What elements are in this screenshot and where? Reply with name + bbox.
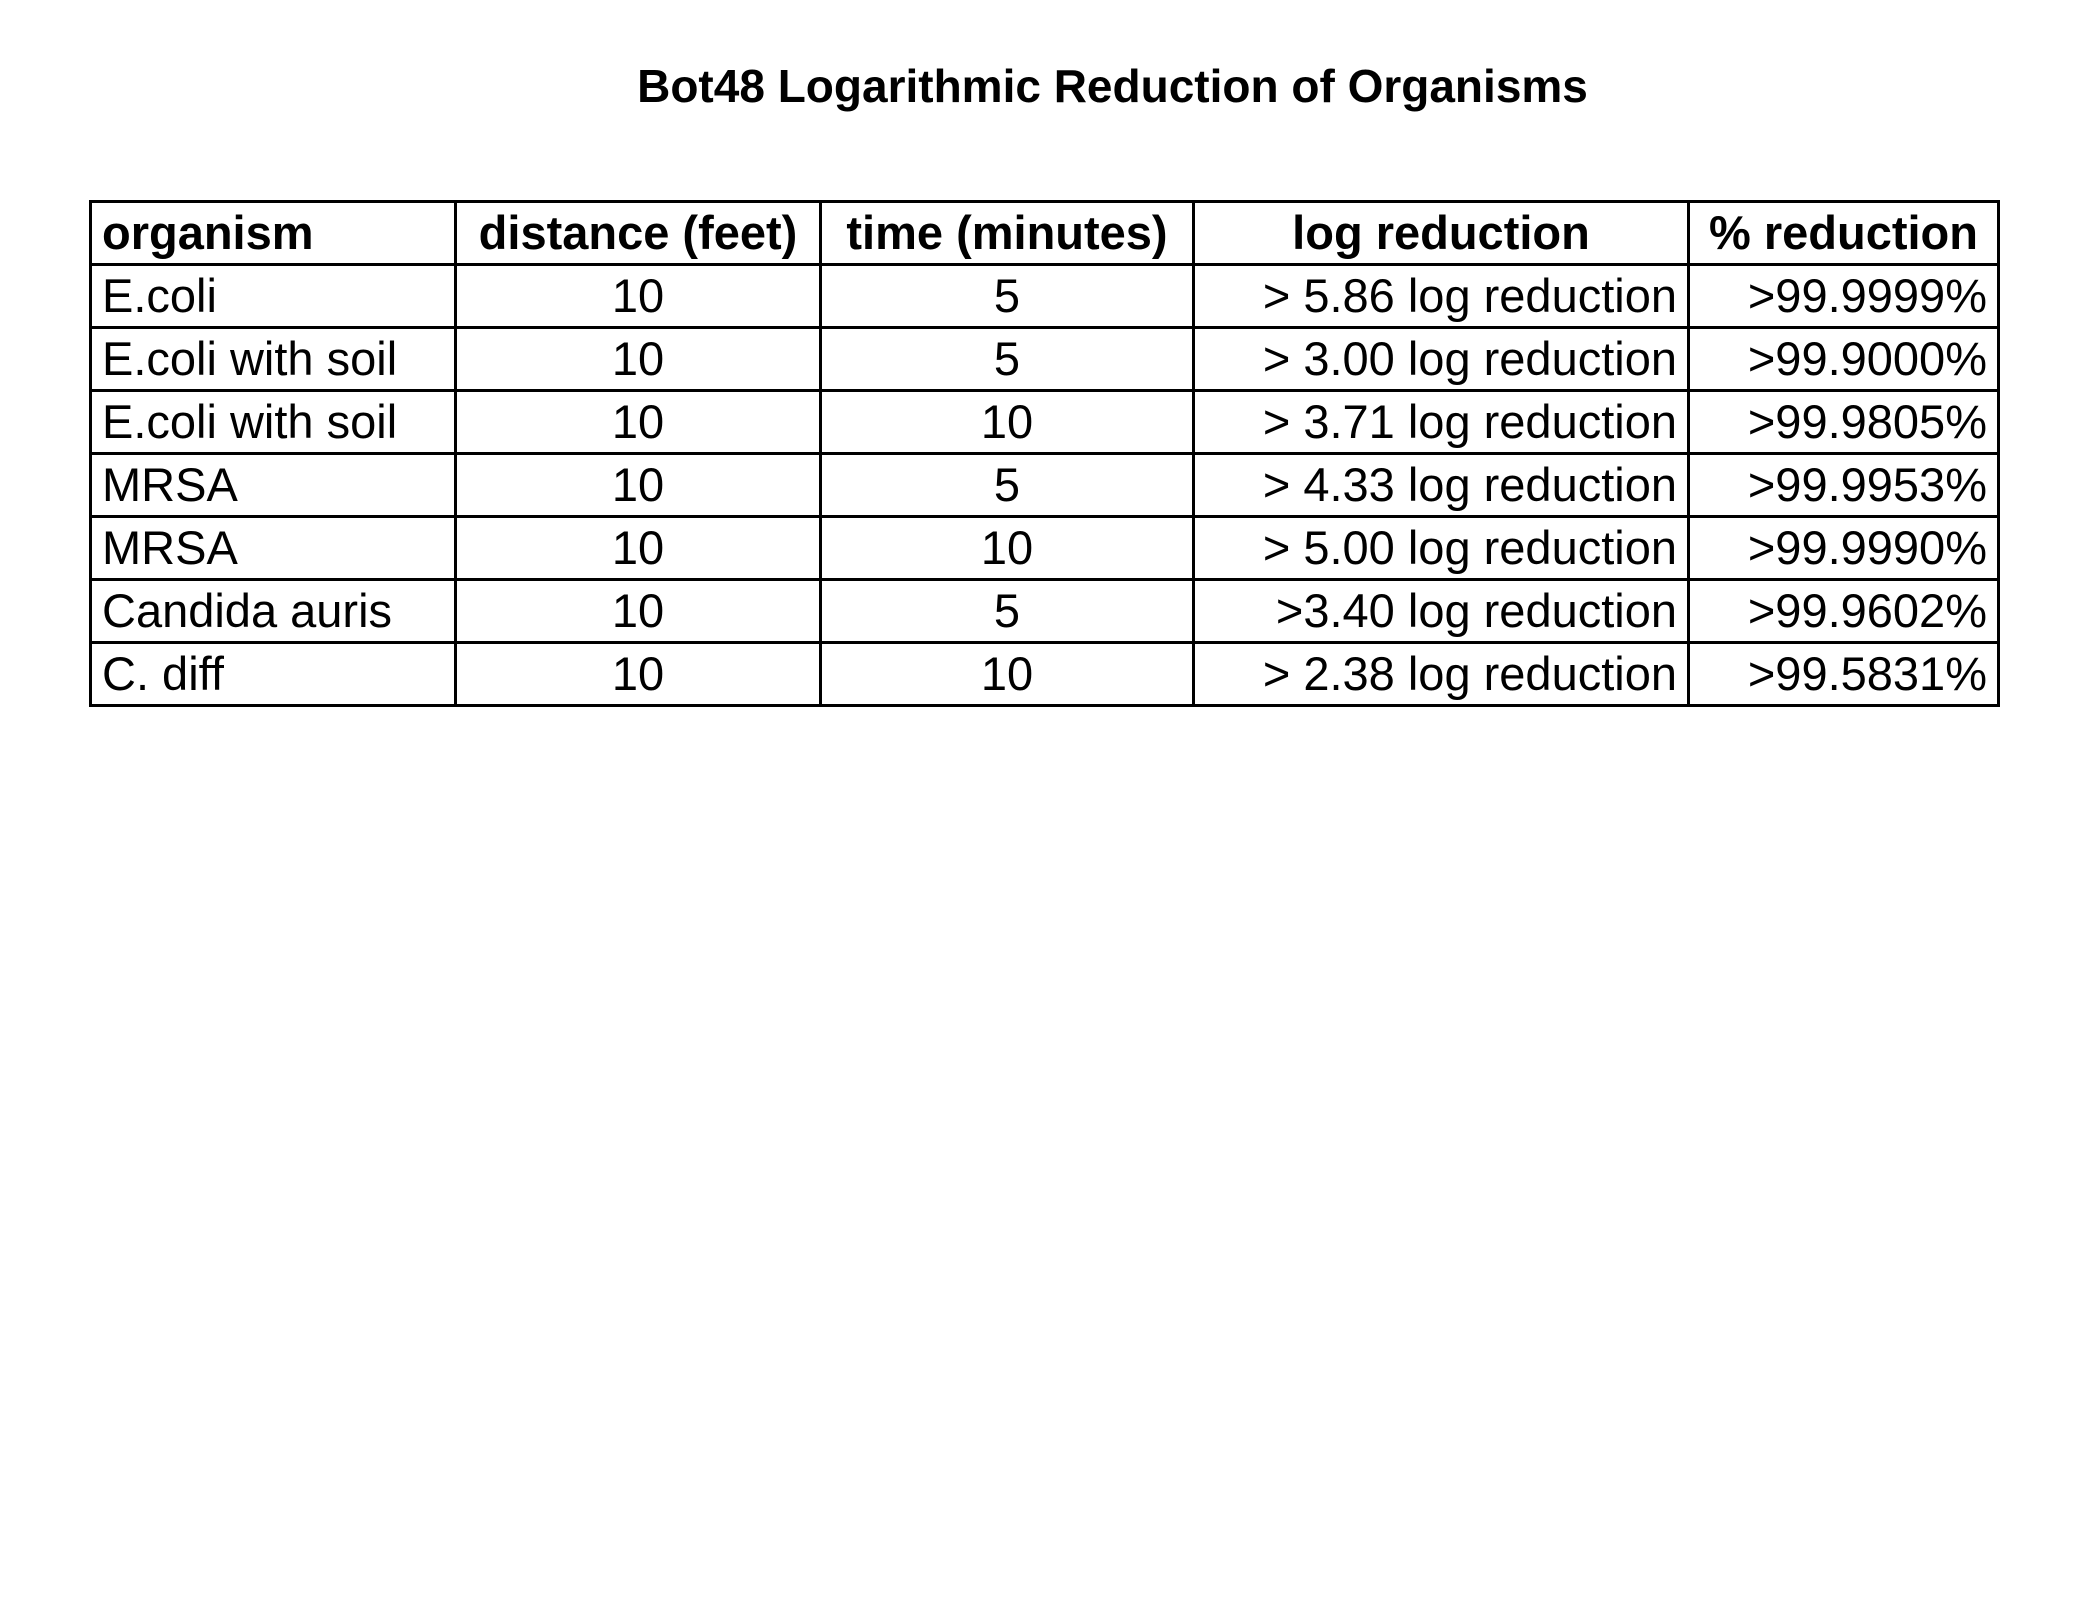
cell-distance: 10	[456, 265, 821, 328]
cell-time: 10	[821, 643, 1194, 706]
column-header-distance: distance (feet)	[456, 202, 821, 265]
cell-time: 10	[821, 517, 1194, 580]
cell-time: 5	[821, 328, 1194, 391]
cell-time: 5	[821, 454, 1194, 517]
table-header-row	[91, 202, 1999, 265]
table-row	[91, 517, 1999, 580]
table-row	[91, 454, 1999, 517]
cell-log-reduction: >3.40 log reduction	[1194, 580, 1689, 643]
cell-time: 5	[821, 580, 1194, 643]
column-header-log-reduction: log reduction	[1194, 202, 1689, 265]
cell-organism: C. diff	[91, 643, 456, 706]
cell-distance: 10	[456, 580, 821, 643]
cell-log-reduction: > 5.86 log reduction	[1194, 265, 1689, 328]
cell-percent-reduction: >99.5831%	[1689, 643, 1999, 706]
cell-time: 5	[821, 265, 1194, 328]
page-title: Bot48 Logarithmic Reduction of Organisms	[637, 60, 1588, 112]
cell-log-reduction: > 5.00 log reduction	[1194, 517, 1689, 580]
cell-organism: Candida auris	[91, 580, 456, 643]
table-row	[91, 328, 1999, 391]
cell-distance: 10	[456, 643, 821, 706]
cell-organism: MRSA	[91, 517, 456, 580]
cell-distance: 10	[456, 454, 821, 517]
cell-organism: MRSA	[91, 454, 456, 517]
cell-percent-reduction: >99.9000%	[1689, 328, 1999, 391]
column-header-time: time (minutes)	[821, 202, 1194, 265]
table-row	[91, 391, 1999, 454]
cell-organism: E.coli with soil	[91, 391, 456, 454]
cell-log-reduction: > 3.71 log reduction	[1194, 391, 1689, 454]
cell-percent-reduction: >99.9999%	[1689, 265, 1999, 328]
cell-distance: 10	[456, 328, 821, 391]
column-header-organism: organism	[91, 202, 456, 265]
table-row	[91, 580, 1999, 643]
cell-organism: E.coli	[91, 265, 456, 328]
cell-log-reduction: > 3.00 log reduction	[1194, 328, 1689, 391]
cell-percent-reduction: >99.9990%	[1689, 517, 1999, 580]
cell-time: 10	[821, 391, 1194, 454]
cell-percent-reduction: >99.9602%	[1689, 580, 1999, 643]
cell-percent-reduction: >99.9953%	[1689, 454, 1999, 517]
cell-distance: 10	[456, 517, 821, 580]
cell-log-reduction: > 4.33 log reduction	[1194, 454, 1689, 517]
column-header-percent-reduction: % reduction	[1689, 202, 1999, 265]
cell-distance: 10	[456, 391, 821, 454]
reduction-table	[89, 200, 2000, 707]
table-row	[91, 265, 1999, 328]
cell-log-reduction: > 2.38 log reduction	[1194, 643, 1689, 706]
cell-organism: E.coli with soil	[91, 328, 456, 391]
table-row	[91, 643, 1999, 706]
cell-percent-reduction: >99.9805%	[1689, 391, 1999, 454]
